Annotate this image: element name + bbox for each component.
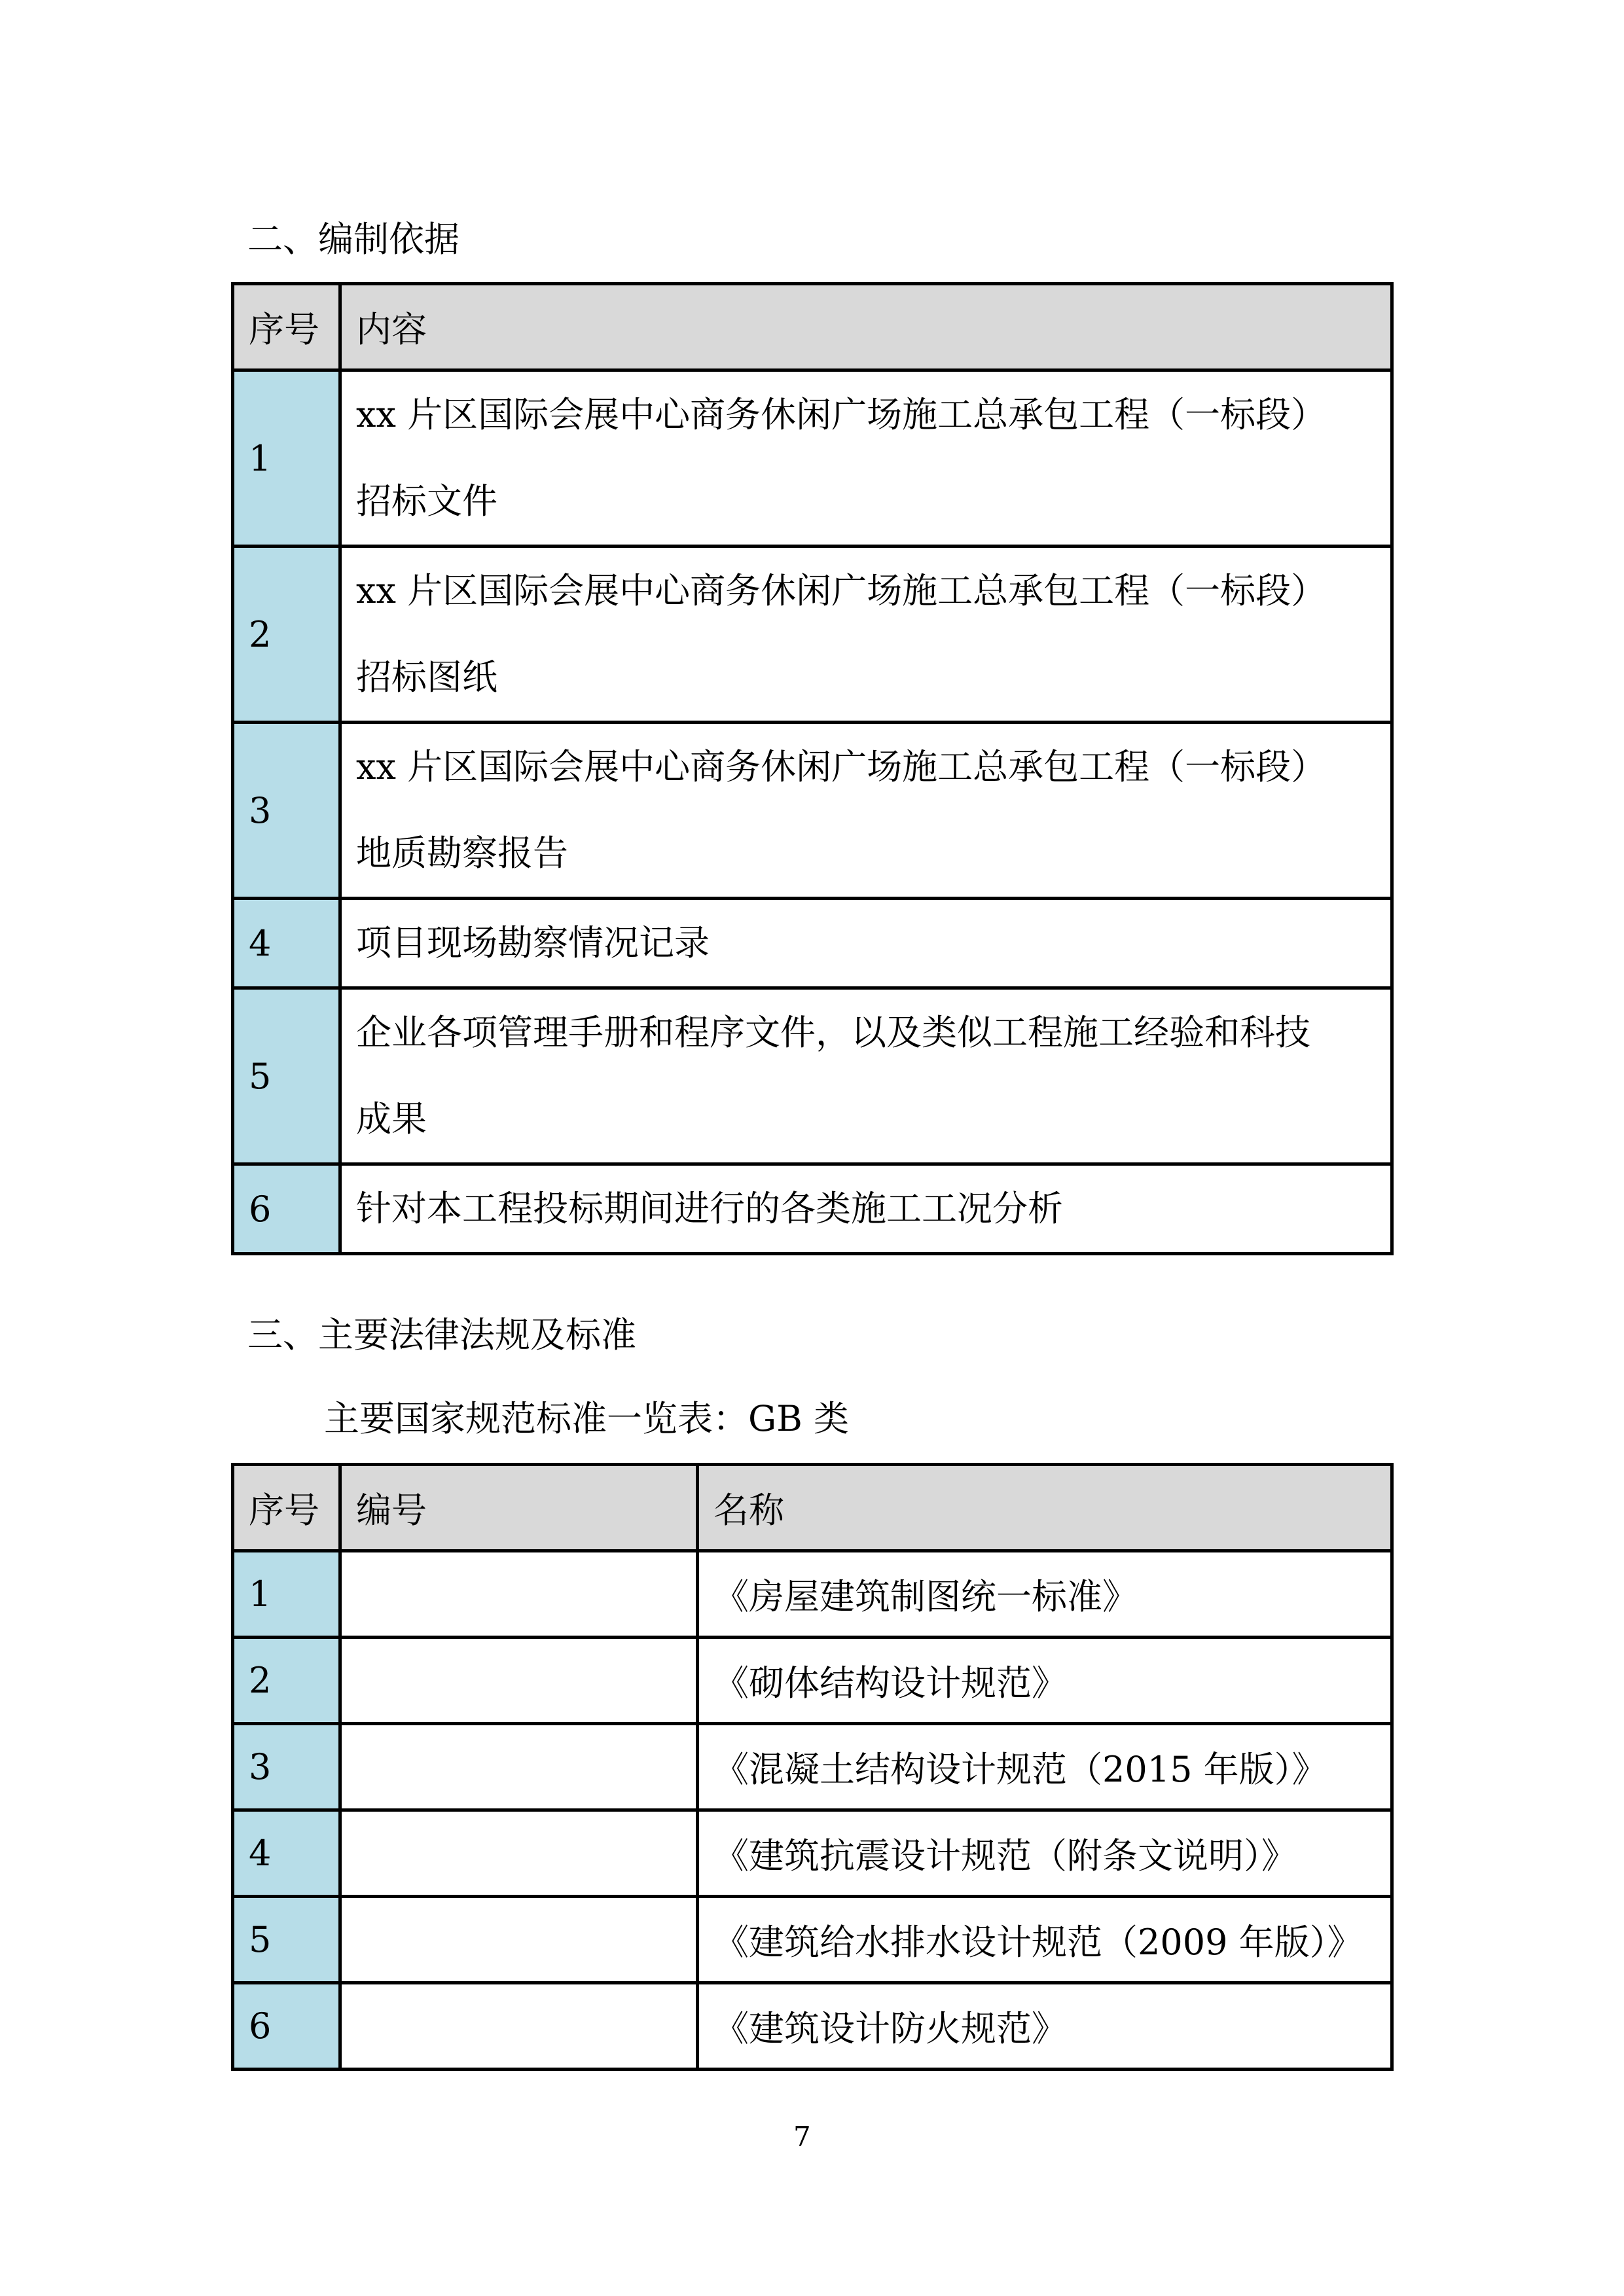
- content-line: 招标图纸: [356, 656, 497, 698]
- content-line: xx 片区国际会展中心商务休闲广场施工总承包工程（一标段）: [356, 570, 1327, 611]
- table-row: [233, 547, 1392, 723]
- table-row: [233, 988, 1392, 1164]
- table-row: [233, 1638, 1392, 1724]
- standards-table: [231, 1463, 1394, 2071]
- row-content: [340, 1164, 1392, 1254]
- content-line: xx 片区国际会展中心商务休闲广场施工总承包工程（一标段）: [356, 746, 1327, 787]
- content-line: 成果: [356, 1098, 427, 1139]
- row-index: 3: [233, 723, 340, 899]
- page-number: 7: [793, 2121, 811, 2153]
- row-index: 1: [233, 1551, 340, 1638]
- table-row: [233, 1724, 1392, 1810]
- table-header-row: [233, 284, 1392, 370]
- row-name: 《混凝土结构设计规范（2015 年版）》: [698, 1724, 1392, 1810]
- table-row: [233, 1164, 1392, 1254]
- row-index: 4: [233, 1810, 340, 1897]
- content-line: 项目现场勘察情况记录: [356, 922, 710, 963]
- row-index: 5: [233, 988, 340, 1164]
- row-index: 2: [233, 547, 340, 723]
- table-row: [233, 1983, 1392, 2070]
- basis-table: [231, 282, 1394, 1255]
- table-header-row: [233, 1465, 1392, 1551]
- row-name: 《房屋建筑制图统一标准》: [698, 1551, 1392, 1638]
- row-content: [340, 547, 1392, 723]
- content-line: 地质勘察报告: [356, 833, 568, 874]
- row-name: 《建筑给水排水设计规范（2009 年版）》: [698, 1897, 1392, 1983]
- content-line: xx 片区国际会展中心商务休闲广场施工总承包工程（一标段）: [356, 394, 1327, 435]
- row-name: 《砌体结构设计规范》: [698, 1638, 1392, 1724]
- row-content: [340, 370, 1392, 547]
- row-content: [340, 988, 1392, 1164]
- row-code: [340, 1551, 698, 1638]
- row-index: 5: [233, 1897, 340, 1983]
- row-name: 《建筑设计防火规范》: [698, 1983, 1392, 2070]
- row-index: 6: [233, 1164, 340, 1254]
- header-code: 编号: [340, 1465, 698, 1551]
- row-content: [340, 723, 1392, 899]
- row-index: 2: [233, 1638, 340, 1724]
- table-row: [233, 370, 1392, 547]
- table-row: [233, 1551, 1392, 1638]
- table-row: [233, 899, 1392, 988]
- content-line: 针对本工程投标期间进行的各类施工工况分析: [356, 1188, 1063, 1229]
- row-index: 3: [233, 1724, 340, 1810]
- content-line: 招标文件: [356, 480, 497, 522]
- header-index: 序号: [233, 1465, 340, 1551]
- standards-table-caption: 主要国家规范标准一览表：GB 类: [324, 1398, 849, 1439]
- row-index: 1: [233, 370, 340, 547]
- section-heading-basis: 二、编制依据: [247, 219, 460, 260]
- header-content: 内容: [340, 284, 1392, 370]
- row-code: [340, 1810, 698, 1897]
- table-row: [233, 1810, 1392, 1897]
- row-content: [340, 899, 1392, 988]
- header-name: 名称: [698, 1465, 1392, 1551]
- content-line: 企业各项管理手册和程序文件，以及类似工程施工经验和科技: [356, 1012, 1310, 1053]
- row-code: [340, 1724, 698, 1810]
- section-heading-laws: 三、主要法律法规及标准: [247, 1314, 636, 1355]
- row-code: [340, 1897, 698, 1983]
- row-index: 6: [233, 1983, 340, 2070]
- row-code: [340, 1983, 698, 2070]
- header-index: 序号: [233, 284, 340, 370]
- row-code: [340, 1638, 698, 1724]
- row-name: 《建筑抗震设计规范（附条文说明）》: [698, 1810, 1392, 1897]
- row-index: 4: [233, 899, 340, 988]
- table-row: [233, 723, 1392, 899]
- table-row: [233, 1897, 1392, 1983]
